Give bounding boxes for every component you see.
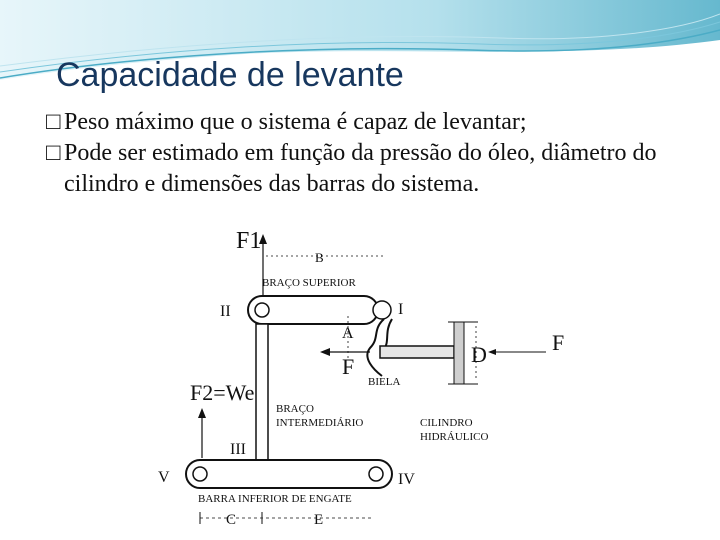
bullet-text: Pode ser estimado em função da pressão do óleo, diâmetro do cilindro e dimensões das barras do sistema. [64, 140, 657, 197]
label-ii: II [220, 303, 231, 320]
lifting-mechanism-diagram [158, 226, 582, 528]
label-cilindro-2: HIDRÁULICO [420, 431, 489, 443]
label-f1: F1 [236, 228, 262, 254]
bullet-marker-icon: □ [46, 109, 61, 135]
bullet-list [46, 107, 696, 200]
label-cilindro-1: CILINDRO [420, 417, 473, 429]
label-barra-inferior: BARRA INFERIOR DE ENGATE [198, 493, 352, 505]
label-i: I [398, 301, 404, 318]
label-braco-intermediario-2: INTERMEDIÁRIO [276, 417, 364, 429]
label-f-center: F [342, 354, 355, 379]
label-braco-intermediario-1: BRAÇO [276, 403, 314, 415]
bullet-text: Peso máximo que o sistema é capaz de levantar; [64, 109, 527, 135]
bullet-marker-icon: □ [46, 140, 61, 166]
label-b: B [315, 250, 324, 265]
label-iv: IV [398, 471, 415, 488]
label-braco-superior: BRAÇO SUPERIOR [262, 277, 356, 289]
label-a: A [342, 325, 354, 342]
label-f2-we: F2=We [190, 380, 255, 405]
label-iii: III [230, 441, 246, 458]
label-e: E [314, 512, 324, 528]
label-v: V [158, 469, 170, 486]
label-c: C [226, 512, 237, 528]
label-biela: BIELA [368, 376, 401, 388]
bullet-item [46, 107, 696, 138]
label-d: D [471, 342, 487, 367]
label-f-right: F [552, 330, 565, 355]
bullet-item [46, 138, 696, 200]
slide-title: Capacidade de levante [56, 56, 404, 94]
